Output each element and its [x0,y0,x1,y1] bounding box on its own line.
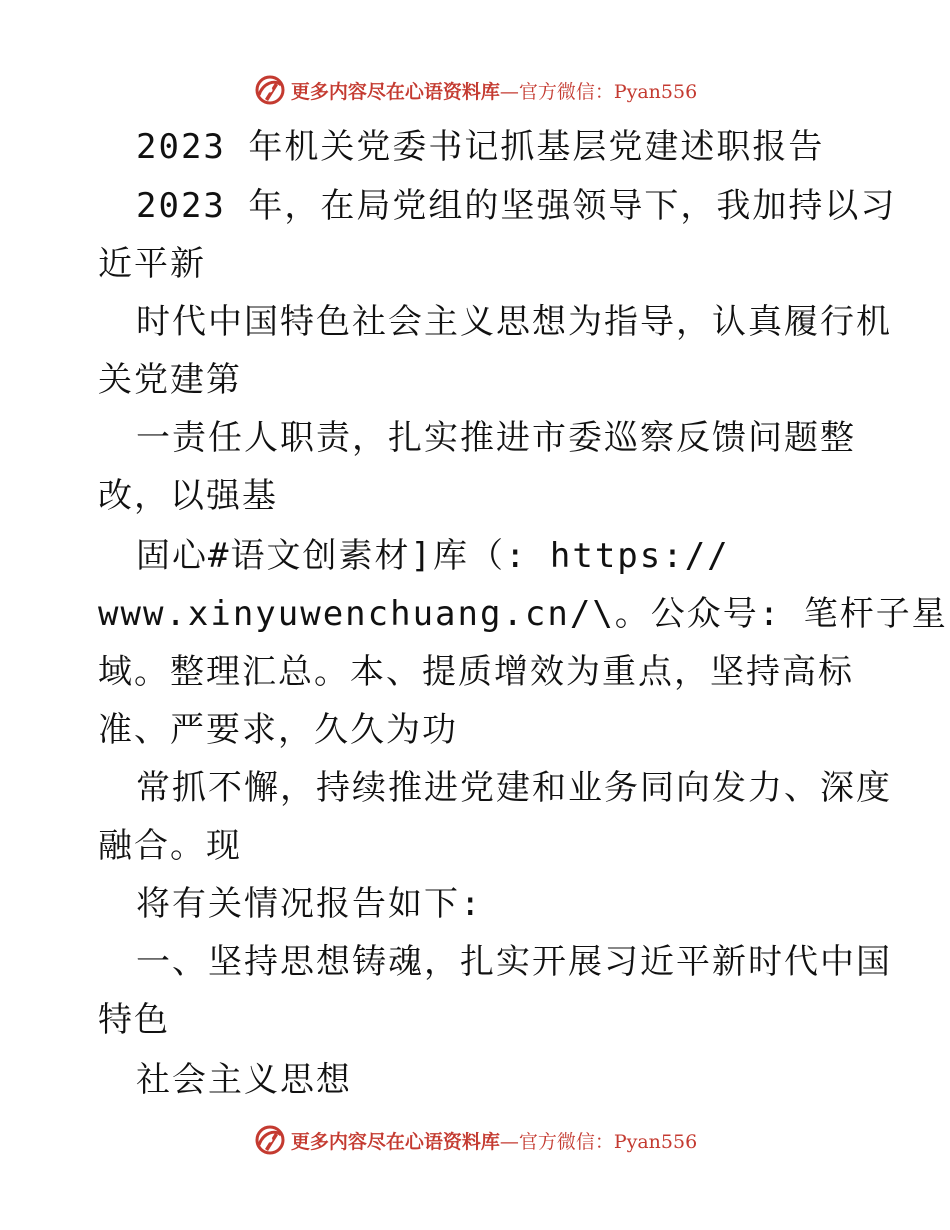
footer-brand [0,1120,950,1160]
header-brand-inner [253,73,697,107]
paragraph-line: 域。整理汇总。本、提质增效为重点，坚持高标 [98,652,854,692]
paragraph-line: 常抓不懈，持续推进党建和业务同向发力、深度 [136,768,892,808]
header-brand-text [291,77,697,104]
paragraph-line: 改，以强基 [98,476,278,516]
header-brand [0,70,950,110]
footer-brand-text [291,1127,697,1154]
footer-brand-inner [253,1123,697,1157]
pen-swirl-logo-icon [253,73,287,107]
paragraph-line: www.xinyuwenchuang.cn/\。公众号: 笔杆子星 [98,594,948,634]
section-heading-line: 社会主义思想 [136,1060,352,1100]
document-title: 2023 年机关党委书记抓基层党建述职报告 [136,127,825,167]
header-brand-main: 更多内容尽在心语资料库 [290,80,500,103]
header-brand-sep: — [499,80,519,103]
paragraph-line: 准、严要求，久久为功 [98,710,458,750]
header-brand-rest: 官方微信：Pyan556 [518,80,698,103]
paragraph-line: 时代中国特色社会主义思想为指导，认真履行机 [136,302,892,342]
section-heading-line: 特色 [98,1000,170,1040]
section-heading-line: 一、坚持思想铸魂，扎实开展习近平新时代中国 [136,942,892,982]
footer-brand-sep: — [499,1130,519,1153]
footer-brand-main: 更多内容尽在心语资料库 [290,1130,500,1153]
paragraph-line: 关党建第 [98,360,242,400]
pen-swirl-logo-icon [253,1123,287,1157]
paragraph-line: 固心#语文创素材]库（: https:// [136,536,730,576]
paragraph-line: 一责任人职责，扎实推进市委巡察反馈问题整 [136,418,856,458]
paragraph-line: 近平新 [98,244,206,284]
paragraph-line: 融合。现 [98,826,242,866]
footer-brand-rest: 官方微信：Pyan556 [518,1130,698,1153]
paragraph-line: 2023 年，在局党组的坚强领导下，我加持以习 [136,186,897,226]
paragraph-line: 将有关情况报告如下: [136,884,483,924]
